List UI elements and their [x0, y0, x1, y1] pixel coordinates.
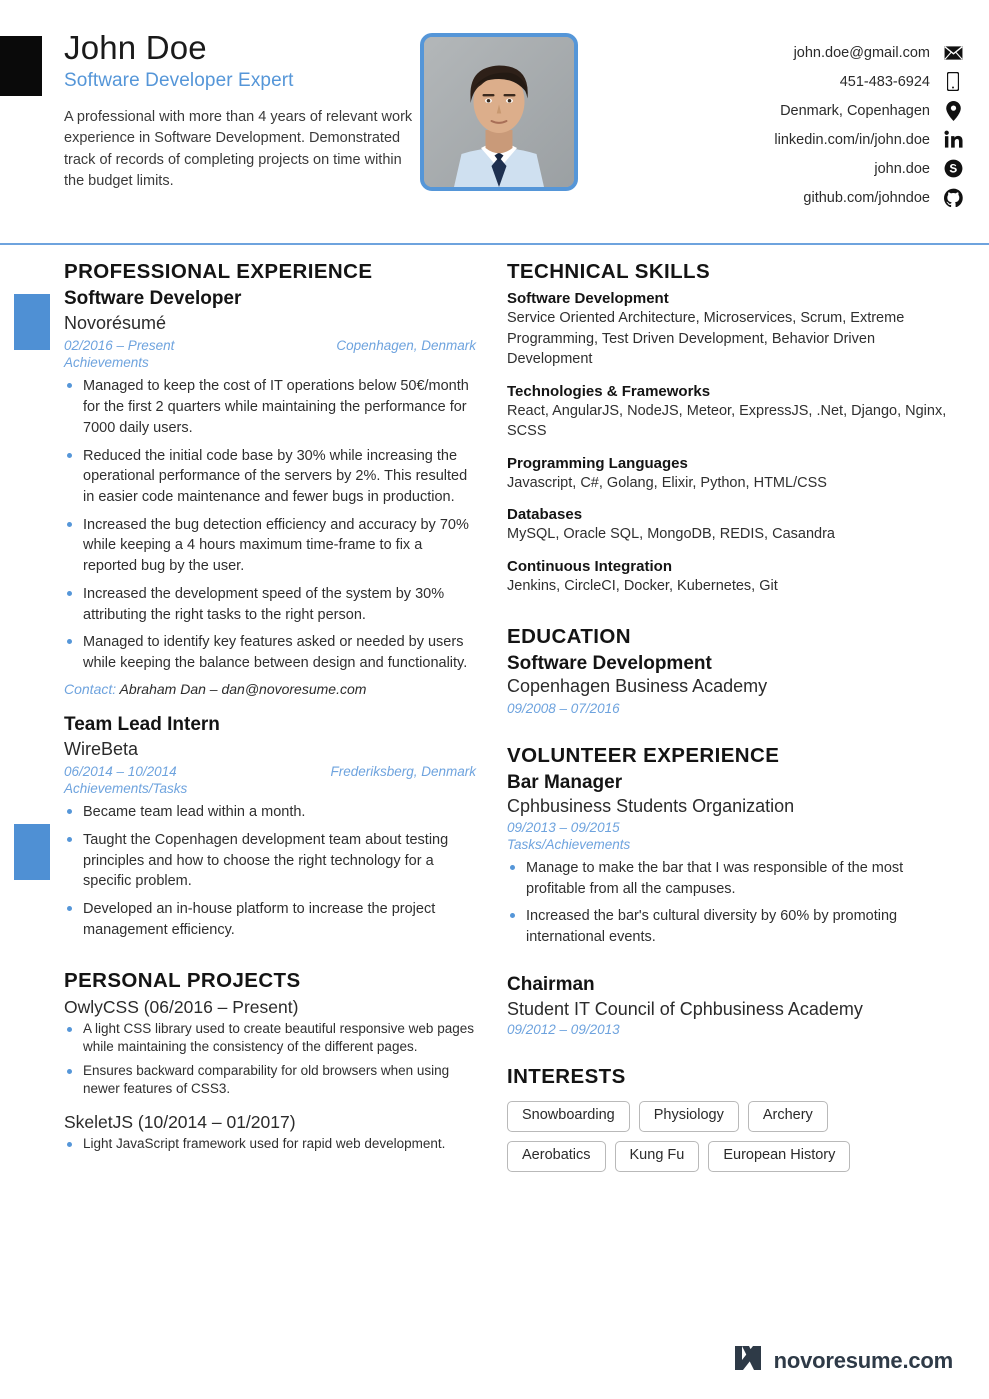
job-achievements-list: [64, 376, 476, 674]
skill-category: Programming Languages: [507, 454, 688, 472]
education-school: Copenhagen Business Academy: [507, 675, 768, 696]
list-item: Ensures backward comparability for old browsers when using newer features of CSS3.: [64, 1062, 476, 1098]
volunteer-dates: 09/2013 – 09/2015: [507, 819, 620, 835]
job-meta: [64, 764, 476, 779]
job-location: Frederiksberg, Denmark: [330, 764, 476, 780]
interest-tag: Snowboarding: [507, 1101, 630, 1132]
volunteer-organization: Cphbusiness Students Organization: [507, 796, 795, 817]
skill-category: Databases: [507, 506, 583, 524]
list-item: Increased the development speed of the system by 30% attributing the right tasks to the right person.: [64, 584, 476, 625]
education-dates: 09/2008 – 07/2016: [507, 700, 620, 716]
linkedin-icon: [941, 130, 965, 149]
volunteer-tasks-label: Tasks/Achievements: [507, 836, 631, 852]
footer-brand-text: novoresume.com: [773, 1347, 953, 1373]
project-name: OwlyCSS (06/2016 – Present): [64, 996, 299, 1017]
skype-icon: [941, 159, 965, 178]
volunteer-entry: [507, 772, 959, 948]
job-dates: 06/2014 – 10/2014: [64, 764, 177, 780]
resume-header: [0, 0, 989, 244]
job-achievements-label: Achievements: [64, 355, 149, 371]
skill-items: Service Oriented Architecture, Microservices, Scrum, Extreme Programming, Test Driven Development, Behavior Driven Development: [507, 310, 905, 368]
job-reference-contact: [64, 681, 476, 697]
volunteer-organization: Student IT Council of Cphbusiness Academy: [507, 998, 863, 1019]
volunteer-title: Chairman: [507, 973, 595, 995]
list-item: Became team lead within a month.: [64, 802, 476, 823]
list-item: Reduced the initial code base by 30% while increasing the operational performance of the servers by 2%. This resulted in easier code maintenance and fewer bugs in production.: [64, 446, 476, 508]
header-black-square: [0, 36, 42, 96]
contact-email-text: john.doe@gmail.com: [793, 44, 930, 61]
project-entry: [64, 1112, 476, 1153]
list-item: Managed to identify key features asked or needed by users while keeping the balance between design and functionality.: [64, 632, 476, 673]
project-bullets: [64, 1135, 476, 1153]
contact-location-text: Denmark, Copenhagen: [780, 102, 930, 119]
profile-photo-illustration: [424, 37, 574, 187]
job-reference-label: Contact:: [64, 680, 117, 697]
skill-group: [507, 290, 959, 370]
education-degree: Software Development: [507, 652, 712, 674]
avatar: [420, 33, 585, 212]
list-item: Increased the bug detection efficiency and accuracy by 70% while keeping a 4 hours maximum time-frame to fix a reported bug by the user.: [64, 515, 476, 577]
skill-items: MySQL, Oracle SQL, MongoDB, REDIS, Casandra: [507, 526, 835, 543]
contact-item-github[interactable]: [695, 183, 965, 212]
section-title-technical-skills: TECHNICAL SKILLS: [507, 260, 711, 283]
skill-category: Continuous Integration: [507, 558, 672, 576]
volunteer-bullets: [507, 858, 959, 948]
list-item: Increased the bar's cultural diversity by 60% by promoting international events.: [507, 906, 959, 947]
education-entry: [507, 653, 959, 716]
section-title-personal-projects: PERSONAL PROJECTS: [64, 968, 301, 992]
professional-summary: A professional with more than 4 years of relevant work experience in Software Development. Demonstrated track of records of completing projects on time within the budget limits.: [64, 108, 413, 189]
contact-item-email[interactable]: [695, 38, 965, 67]
job-title-subtitle: Software Developer Expert: [64, 69, 294, 91]
interests-tag-list: [507, 1101, 907, 1172]
section-title-education: EDUCATION: [507, 624, 631, 648]
section-title-volunteer-experience: VOLUNTEER EXPERIENCE: [507, 743, 780, 767]
skill-category: Software Development: [507, 290, 669, 307]
job-title: Software Developer: [64, 288, 242, 309]
interest-tag: Kung Fu: [615, 1141, 700, 1172]
list-item: Light JavaScript framework used for rapid web development.: [64, 1135, 476, 1153]
list-item: A light CSS library used to create beautiful responsive web pages while maintaining the consistency of the different pages.: [64, 1020, 476, 1056]
contact-phone-text: 451-483-6924: [839, 73, 930, 90]
contact-skype-text: john.doe: [874, 160, 930, 177]
job-organization: WireBeta: [64, 738, 139, 759]
volunteer-title: Bar Manager: [507, 771, 623, 793]
project-entry: [64, 997, 476, 1099]
list-item: Manage to make the bar that I was responsible of the most profitable from all the campuses.: [507, 858, 959, 899]
project-name: SkeletJS (10/2014 – 01/2017): [64, 1112, 296, 1133]
phone-icon: [941, 72, 965, 91]
list-item: Taught the Copenhagen development team about testing principles and how to choose the right technology for a specific problem.: [64, 830, 476, 892]
list-item: Managed to keep the cost of IT operations below 50€/month for the first 2 quarters while maintaining the performance for 7000 daily users.: [64, 376, 476, 438]
list-item: Developed an in-house platform to increase the project management efficiency.: [64, 899, 476, 940]
volunteer-entry: [507, 974, 959, 1037]
right-column: [498, 260, 989, 1172]
skill-items: React, AngularJS, NodeJS, Meteor, ExpressJS, .Net, Django, Nginx, SCSS: [507, 402, 947, 440]
left-column: [0, 260, 498, 1172]
skill-items: Javascript, C#, Golang, Elixir, Python, HTML/CSS: [507, 474, 827, 491]
contact-github-text: github.com/johndoe: [803, 189, 930, 206]
skill-group: [507, 455, 959, 494]
job-organization: Novorésumé: [64, 312, 167, 333]
skill-items: Jenkins, CircleCI, Docker, Kubernetes, Git: [507, 578, 778, 595]
experience-entry: [64, 288, 476, 697]
skill-group: [507, 558, 959, 597]
interest-tag: Archery: [748, 1101, 828, 1132]
contact-item-phone[interactable]: [695, 67, 965, 96]
job-meta: [64, 338, 476, 353]
job-achievements-label: Achievements/Tasks: [64, 781, 188, 797]
contact-linkedin-text: linkedin.com/in/john.doe: [774, 131, 930, 148]
interest-tag: European History: [708, 1141, 850, 1172]
interest-tag: Aerobatics: [507, 1141, 606, 1172]
contact-item-skype[interactable]: [695, 154, 965, 183]
contact-list: [695, 30, 965, 212]
novoresume-n-logo-icon: [733, 1344, 763, 1377]
contact-item-linkedin[interactable]: [695, 125, 965, 154]
accent-square-job-2: [14, 824, 50, 880]
profile-photo: [420, 33, 578, 191]
accent-square-job-1: [14, 294, 50, 350]
contact-item-location: [695, 96, 965, 125]
github-icon: [941, 188, 965, 207]
project-bullets: [64, 1020, 476, 1099]
job-dates: 02/2016 – Present: [64, 338, 175, 354]
skill-group: [507, 383, 959, 442]
interest-tag: Physiology: [639, 1101, 739, 1132]
location-pin-icon: [941, 101, 965, 121]
volunteer-dates: 09/2012 – 09/2013: [507, 1022, 620, 1038]
envelope-icon: [941, 46, 965, 60]
job-reference-value: Abraham Dan – dan@novoresume.com: [119, 680, 367, 697]
experience-entry: [64, 714, 476, 941]
header-identity: [64, 30, 414, 212]
job-achievements-list: [64, 802, 476, 940]
footer-branding: [733, 1344, 953, 1377]
section-title-professional-experience: PROFESSIONAL EXPERIENCE: [64, 260, 373, 283]
section-title-interests: INTERESTS: [507, 1065, 626, 1089]
skill-category: Technologies & Frameworks: [507, 382, 711, 400]
job-title: Team Lead Intern: [64, 713, 220, 735]
skill-group: [507, 506, 959, 545]
page-title: John Doe: [64, 29, 207, 66]
job-location: Copenhagen, Denmark: [336, 338, 476, 354]
